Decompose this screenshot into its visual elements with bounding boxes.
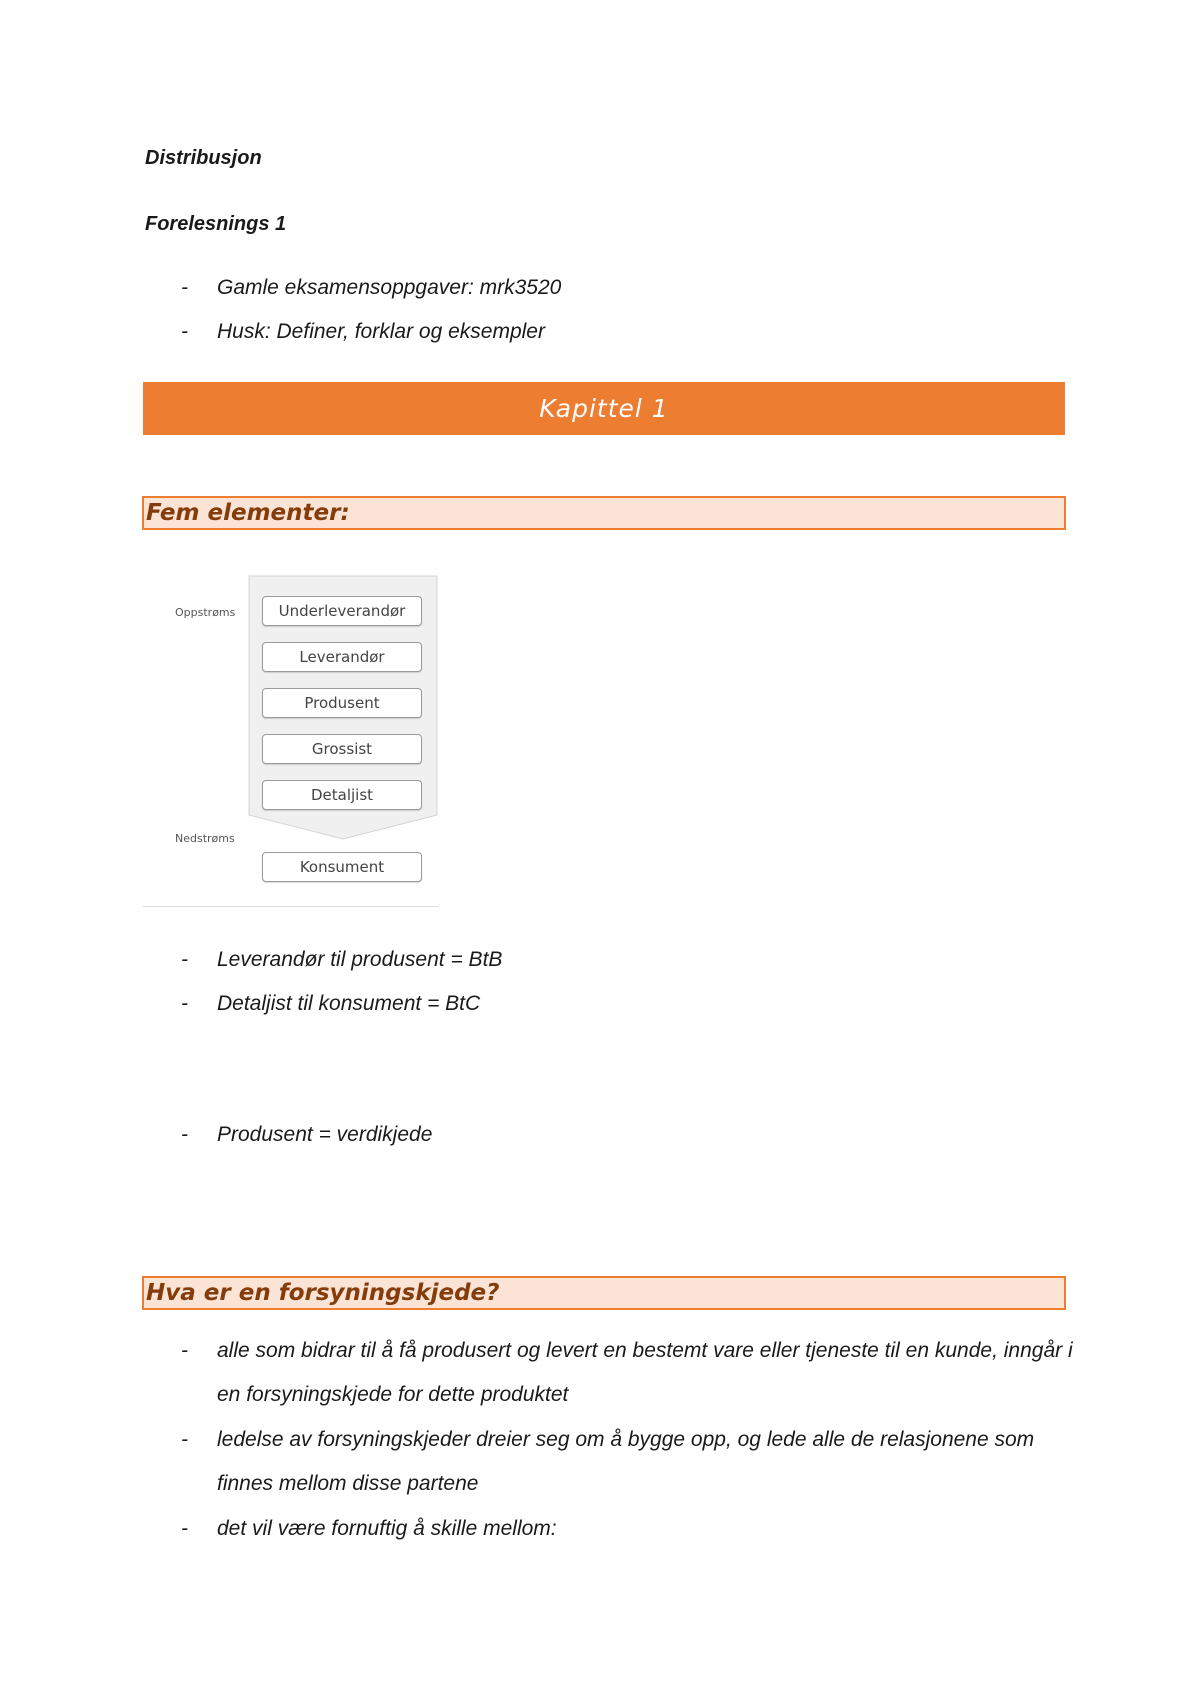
diagram-divider — [143, 906, 439, 907]
bullet-marker: - — [181, 992, 188, 1015]
section-heading-box — [142, 496, 1066, 530]
section-heading: Fem elementer: — [146, 500, 350, 526]
section-heading-box — [142, 1276, 1066, 1310]
document-title: Distribusjon — [145, 147, 262, 169]
lecture-heading: Forelesnings 1 — [145, 213, 287, 235]
list-item-text: Gamle eksamensoppgaver: mrk3520 — [217, 276, 562, 299]
chain-node: Detaljist — [262, 780, 422, 810]
downstream-label: Nedstrøms — [175, 832, 235, 845]
chapter-heading-bar — [143, 382, 1065, 435]
bullet-marker: - — [181, 1517, 188, 1540]
list-item-text: ledelse av forsyningskjeder dreier seg om å bygge opp, og lede alle de relasjonene som finnes mellom disse partene — [217, 1428, 1035, 1495]
bullet-marker: - — [181, 1428, 188, 1451]
bullet-marker: - — [181, 1339, 188, 1362]
chain-node: Underleverandør — [262, 596, 422, 626]
consumer-node: Konsument — [262, 852, 422, 882]
supply-chain-diagram — [143, 570, 443, 910]
chain-node: Produsent — [262, 688, 422, 718]
list-item-text: Produsent = verdikjede — [217, 1123, 433, 1146]
bullet-marker: - — [181, 276, 188, 299]
bullet-marker: - — [181, 320, 188, 343]
list-item-text: Detaljist til konsument = BtC — [217, 992, 481, 1015]
chain-node: Grossist — [262, 734, 422, 764]
list-item-text: alle som bidrar til å få produsert og levert en bestemt vare eller tjeneste til en kunde, inngår i en forsyningskjede for dette produktet — [217, 1339, 1073, 1406]
list-item-text: Husk: Definer, forklar og eksempler — [217, 320, 545, 343]
chapter-heading: Kapittel 1 — [539, 394, 669, 423]
section-heading: Hva er en forsyningskjede? — [146, 1280, 500, 1306]
chain-node: Leverandør — [262, 642, 422, 672]
bullet-marker: - — [181, 948, 188, 971]
list-item-text: Leverandør til produsent = BtB — [217, 948, 503, 971]
list-item-text: det vil være fornuftig å skille mellom: — [217, 1517, 557, 1540]
upstream-label: Oppstrøms — [175, 606, 236, 619]
bullet-marker: - — [181, 1123, 188, 1146]
